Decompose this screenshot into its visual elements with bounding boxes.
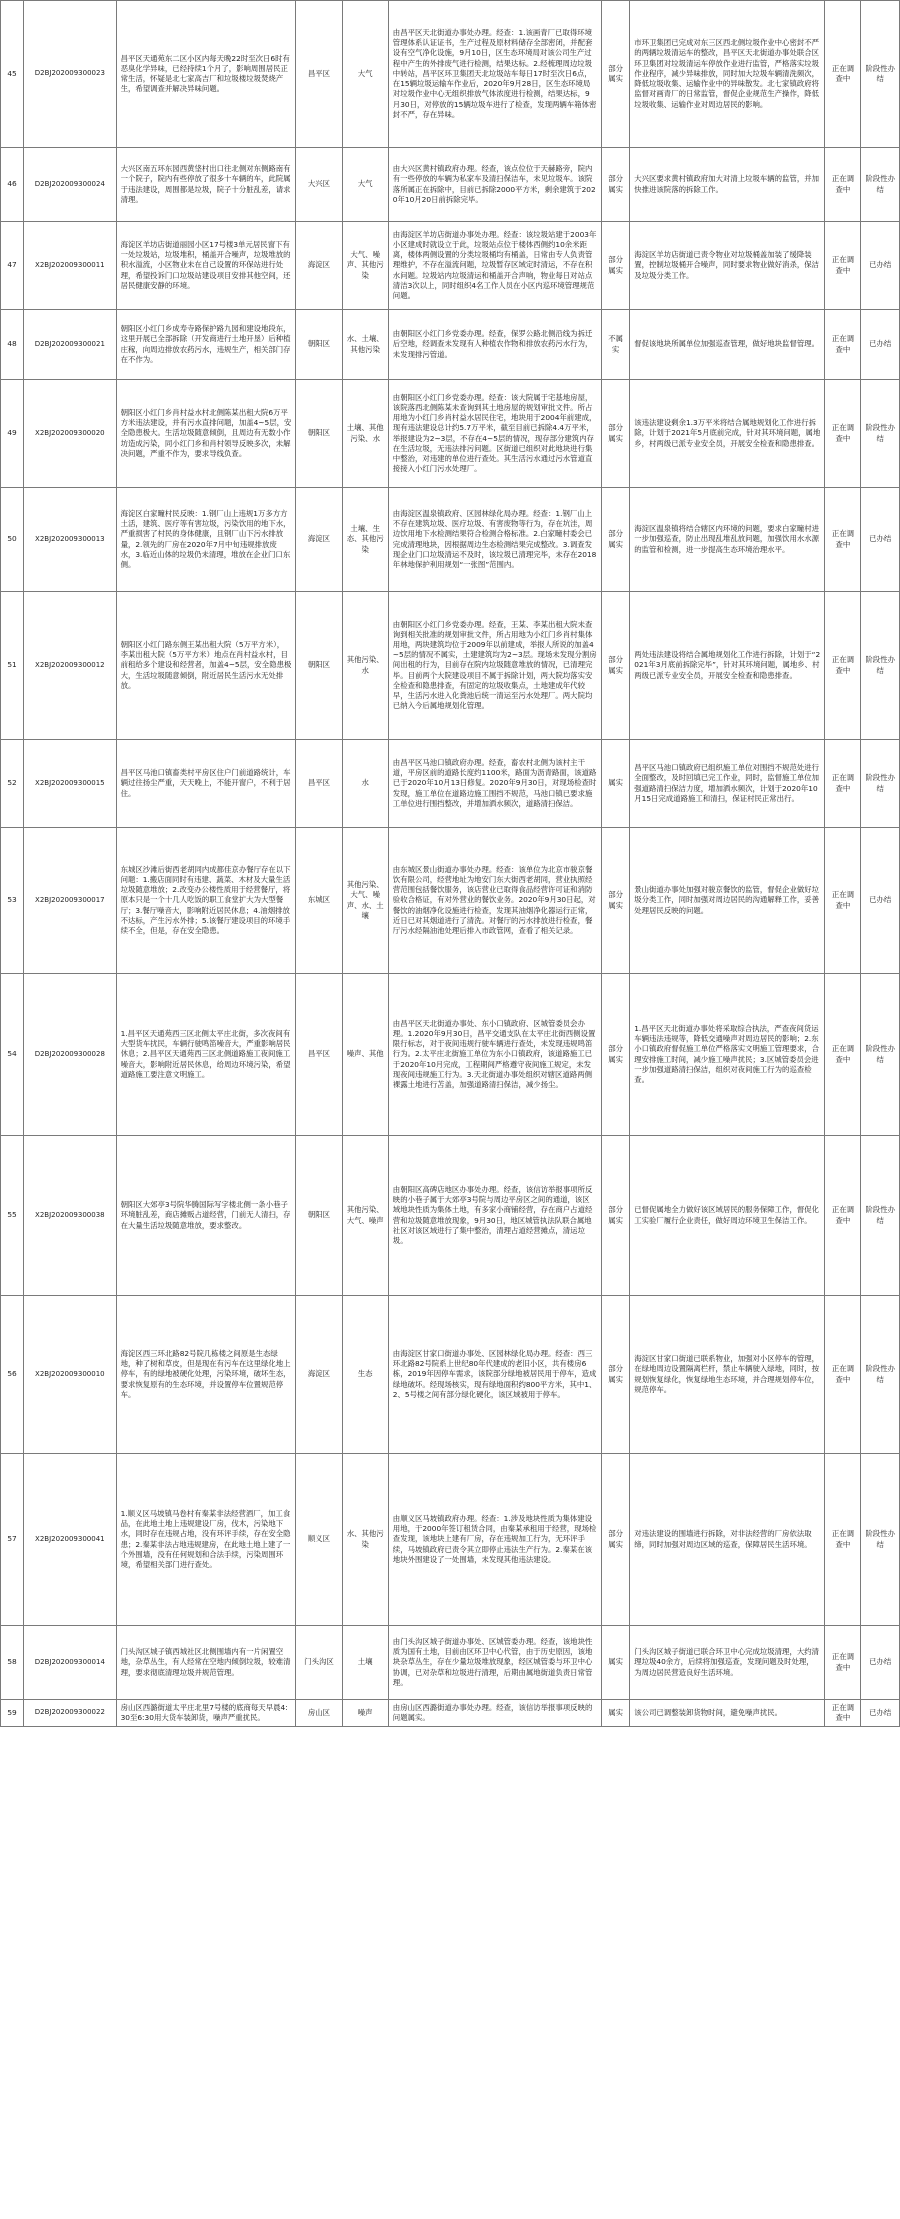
cell-measures: 市环卫集团已完成对东三区西北侧垃圾作业中心密封不严的两辆垃圾清运车的整改，昌平区天北街道办事处联合区环卫集团对垃圾清运车停放作业进行监管，严格落实垃圾作业程序，减少异味排放，同时加大垃圾车辆清洗频次，降低垃圾收集、运输作业中的异味散发。北七家镇政府将监督对画青厂的日常监管，督促企业规范生产操作，降低垃圾收集、运输作业对周边居民的影响。 [630, 1, 825, 148]
cell-area: 朝阳区 [296, 592, 342, 740]
cell-type: 大气 [342, 148, 388, 222]
cell-pollution: 海淀区白家疃村民反映：1.钢厂山上违规1万多方方土活，建筑、医疗等有害垃圾，污染饮用的地下水，严重损害了村民的身体健康，且钢厂山下污水排放量，2.领先的厂房在2020年7月中旬违规排放废水，3.临近山体的垃圾仍未清理，堆放在企业门口东侧。 [116, 488, 296, 592]
cell-status: 正在调查中 [825, 488, 861, 592]
cell-code: D2BJ202009300023 [24, 1, 116, 148]
cell-result: 阶段性办结 [861, 1454, 900, 1626]
cell-verdict: 属实 [601, 1700, 629, 1727]
table-row [1, 1700, 900, 1727]
cell-code: X2BJ202009300013 [24, 488, 116, 592]
cell-findings: 由房山区西潞街道办事处办理。经查，该信访举报事项反映的问题属实。 [388, 1700, 601, 1727]
cell-code: D2BJ202009300021 [24, 310, 116, 380]
cell-code: X2BJ202009300010 [24, 1296, 116, 1454]
table-row [1, 1454, 900, 1626]
cell-pollution: 房山区西潞街道太平庄北里7号楼的底商每天早晨4:30至6:30用大货车装卸货，噪声严重扰民。 [116, 1700, 296, 1727]
cell-code: D2BJ202009300024 [24, 148, 116, 222]
cell-verdict: 部分属实 [601, 1296, 629, 1454]
cell-code: X2BJ202009300015 [24, 740, 116, 828]
cell-status: 正在调查中 [825, 1296, 861, 1454]
cell-no: 54 [1, 974, 24, 1136]
cell-code: D2BJ202009300028 [24, 974, 116, 1136]
cell-findings: 由朝阳区小红门乡党委办理。经查：该大院属于宅基地房屋，该院落西北侧陈某未查询到其土地房屋的规划审批文件。所占用地为小红门乡肖村益水居民住宅，地块用于2004年前建成，现有违法建设总计约5.7万平米，截至目前已拆除4.4万平米，举报建设为2~3层，不存在4~5层的情况，现存部分建筑内存在生活垃圾，无违法排污问题。区街道已组织对此地块进行集中整治，对违建的单位进行查处。其生活污水通过污水管道直接接入小红门污水处理厂。 [388, 380, 601, 488]
cell-pollution: 大兴区南五环东园西黄垡村出口往北侧对东侧路南有一个院子，院内有些停放了很多十车辆的车，此院属于违法建设，周围都是垃圾，院子十分脏乱差，请求清理。 [116, 148, 296, 222]
table-row [1, 592, 900, 740]
table-row [1, 1626, 900, 1700]
cell-findings: 由朝阳区小红门乡党委办理。经查，王某、李某出租大院未查询到相关批准的规划审批文件，所占用地为小红门乡肖村集体用地，两块建筑均位于2009年以前建成，举报人所说的加盖4~5层的情况不属实，土建建筑均为2~3层。现场未发现分割房间出租的行为，目前存在院内垃圾随意堆放的情况，已清理完毕。目前两个大院建设项目不属于拆除计划，两大院均落实安全检查和隐患排查，有固定的垃圾收集点，土地建成年代较早，生活污水进入化粪池后统一清运至污水处理厂。两大院均已纳入今后属地规划化管理。 [388, 592, 601, 740]
table-row [1, 1136, 900, 1296]
table-row [1, 740, 900, 828]
cell-measures: 已督促属地全力做好该区域居民的服务保障工作，督促化工实验厂履行企业责任，做好周边环境卫生保洁工作。 [630, 1136, 825, 1296]
table-row [1, 380, 900, 488]
cell-no: 57 [1, 1454, 24, 1626]
cell-type: 土壤 [342, 1626, 388, 1700]
cell-no: 48 [1, 310, 24, 380]
cell-measures: 督促该地块所属单位加强巡查管理，做好地块监督管理。 [630, 310, 825, 380]
cell-area: 房山区 [296, 1700, 342, 1727]
cell-no: 56 [1, 1296, 24, 1454]
cell-pollution: 1.顺义区马坡镇马卷村有秦某非法经营酒厂，加工食品，在此地土地上违规建设厂房，伐木，污染地下水，同时存在违规占地，没有环评手续，存在安全隐患；2.秦某非法占地违规建房，在此地土地上建了一个外围墙，没有任何规划和合法手续，污染周围环境，希望相关部门进行查处。 [116, 1454, 296, 1626]
cell-measures: 海淀区温泉镇将结合辖区内环境的问题，要求白家疃村进一步加强巡查，防止出现乱堆乱放问题，加强饮用水水源的监管和检测，进一步提高生态环境治理水平。 [630, 488, 825, 592]
cell-measures: 昌平区马池口镇政府已组织施工单位对围挡不规范处进行全面整改，及时回填已完工作业，同时，监督施工单位加强道路清扫保洁力度，增加洒水频次，计划于2020年10月15日完成道路施工和清扫，保证村民正常出行。 [630, 740, 825, 828]
cell-pollution: 东城区沙滩后街西老胡同内成都佳京办餐厅存在以下问题：1.搬店面同时有违建、蔬菜、木材及大量生活垃圾随意堆放；2.改变办公楼性质用于经营餐厅，将原本只是一个十几人吃饭的职工食堂扩大为大型餐厅；3.餐厅噪音大，影响附近居民休息；4.油烟排放不达标，产生污水外排；5.该餐厅建设项目的环境手续不全，但是，存在安全隐患。 [116, 828, 296, 974]
cell-area: 昌平区 [296, 1, 342, 148]
cell-no: 51 [1, 592, 24, 740]
cell-type: 大气 [342, 1, 388, 148]
cell-verdict: 部分属实 [601, 1136, 629, 1296]
cell-area: 东城区 [296, 828, 342, 974]
cell-status: 正在调查中 [825, 592, 861, 740]
cell-result: 已办结 [861, 1626, 900, 1700]
cell-findings: 由昌平区天北街道办事处、东小口镇政府、区城管委员会办理。1.2020年9月30日，昌平交通支队在太平庄北街西侧设置限行标志，对于夜间违规行驶车辆进行查处，未发现违规鸣笛行为。2.太平庄北街施工单位为东小口镇政府，该道路施工已于2020年10月完成，工程期间严格遵守夜间施工规定，未发现夜间违规施工行为。3.天北街道办事处组织对辖区道路两侧裸露土地进行苫盖，加强道路清扫保洁，减少扬尘。 [388, 974, 601, 1136]
cell-type: 水、其他污染 [342, 1454, 388, 1626]
cell-verdict: 部分属实 [601, 1, 629, 148]
cell-type: 土壤、其他污染、水 [342, 380, 388, 488]
cell-pollution: 1.昌平区天通苑西三区北侧太平庄北街，多次夜间有大型货车扰民，车辆行驶鸣笛噪音大，严重影响居民休息；2.昌平区天通苑西三区北侧道路施工夜间施工噪音大，影响附近居民休息，给周边环境污染，希望道路施工要注意文明施工。 [116, 974, 296, 1136]
cell-status: 正在调查中 [825, 828, 861, 974]
cell-pollution: 海淀区羊坊店街道丽园小区17号楼3单元居民窗下有一处垃圾站，垃圾堆积，桶盖开合噪声，垃圾堆放的积水溢流，小区物业未在自己设置的环保站进行处理，希望投诉门口垃圾站建设项目安排其他空间，还居民健康安静的环境。 [116, 222, 296, 310]
cell-verdict: 部分属实 [601, 222, 629, 310]
cell-findings: 由海淀区温泉镇政府、区园林绿化局办理。经查：1.钢厂山上不存在建筑垃圾、医疗垃圾、有害废物等行为，存在坑洼，周边饮用地下水检测结果符合检测合格标准。2.白家疃村委会已完成清理地块，因根据周边生态检测结果完成整改。3.调查发现企业门口垃圾清运不及时，该垃圾已清理完毕，未存在2018年林地保护利用规划“一张图”范围内。 [388, 488, 601, 592]
cell-verdict: 不属实 [601, 310, 629, 380]
cell-measures: 该公司已调整装卸货物时间，避免噪声扰民。 [630, 1700, 825, 1727]
cell-code: X2BJ202009300038 [24, 1136, 116, 1296]
cell-result: 阶段性办结 [861, 1136, 900, 1296]
table-row [1, 974, 900, 1136]
table-row [1, 222, 900, 310]
table-row [1, 310, 900, 380]
cell-result: 阶段性办结 [861, 592, 900, 740]
cell-type: 大气、噪声、其他污染 [342, 222, 388, 310]
table-row [1, 1296, 900, 1454]
cell-no: 49 [1, 380, 24, 488]
cell-verdict: 部分属实 [601, 592, 629, 740]
cell-code: D2BJ202009300014 [24, 1626, 116, 1700]
cell-result: 已办结 [861, 310, 900, 380]
cell-no: 45 [1, 1, 24, 148]
cell-no: 55 [1, 1136, 24, 1296]
cell-measures: 1.昌平区天北街道办事处将采取综合执法，严查夜间货运车辆违法违规等，降低交通噪声对周边居民的影响；2.东小口镇政府督促施工单位严格落实文明施工管理要求，合理安排施工时间，减少施工噪声扰民；3.区城管委员会进一步加强道路清扫保洁，组织对夜间施工行为的巡查检查。 [630, 974, 825, 1136]
cell-no: 47 [1, 222, 24, 310]
cell-type: 其他污染、大气、噪声、水、土壤 [342, 828, 388, 974]
cell-type: 噪声、其他 [342, 974, 388, 1136]
cell-no: 46 [1, 148, 24, 222]
cell-type: 其他污染、大气、噪声 [342, 1136, 388, 1296]
table-row [1, 828, 900, 974]
cell-pollution: 朝阳区大郊亭3号院华腾国际写字楼北侧一条小巷子环境脏乱差，商店摊贩占道经营，门前无人清扫，存在大量生活垃圾随意堆放，要求整改。 [116, 1136, 296, 1296]
cell-status: 正在调查中 [825, 1454, 861, 1626]
cell-measures: 景山街道办事处加强对骏京餐饮的监管，督促企业做好垃圾分类工作，同时加强对周边居民的沟通解释工作，妥善处理居民反映的问题。 [630, 828, 825, 974]
cell-verdict: 部分属实 [601, 1454, 629, 1626]
cell-no: 58 [1, 1626, 24, 1700]
table-row [1, 488, 900, 592]
cell-code: X2BJ202009300020 [24, 380, 116, 488]
cell-result: 阶段性办结 [861, 380, 900, 488]
cell-result: 阶段性办结 [861, 740, 900, 828]
cell-area: 顺义区 [296, 1454, 342, 1626]
cell-pollution: 朝阳区小红门乡成寿寺路保护路九园和建设地段东，这里开展已全部拆除（开发商进行土地开垦）后种植庄稼，向周边排放农药污水，违规生产，相关部门存在不作为。 [116, 310, 296, 380]
cell-no: 59 [1, 1700, 24, 1727]
cell-no: 53 [1, 828, 24, 974]
cell-type: 噪声 [342, 1700, 388, 1727]
cell-result: 已办结 [861, 222, 900, 310]
cell-result: 已办结 [861, 488, 900, 592]
cell-findings: 由顺义区马坡镇政府办理。经查：1.涉及地块性质为集体建设用地，于2000年签订租赁合同，由秦某承租用于经营，现场检查发现，该地块上建有厂房，存在违规加工行为，无环评手续，马坡镇政府已责令其立即停止违法生产行为。2.秦某在该地块外围建设了一处围墙，未发现其他违法建设。 [388, 1454, 601, 1626]
cell-status: 正在调查中 [825, 222, 861, 310]
cell-findings: 由朝阳区小红门乡党委办理。经查，保罗公路北侧沿线为拆迁后空地，经调查未发现有人种植农作物和排放农药污水行为，未发现排污管道。 [388, 310, 601, 380]
cell-measures: 两处违法建设将结合属地规划化工作进行拆除，计划于“2021年3月底前拆除完毕”，针对其环境问题，属地乡、村两级已派专业安全员，开展安全检查和隐患排查。 [630, 592, 825, 740]
cell-area: 大兴区 [296, 148, 342, 222]
cell-measures: 该违法建设剩余1.3万平米将结合属地规划化工作进行拆除，计划于2021年5月底前完成，针对其环境问题，属地乡，村两级已派专业安全员，开展安全检查和隐患排查。 [630, 380, 825, 488]
cell-findings: 由门头沟区城子街道办事处、区城管委办理。经查，该地块性质为国有土地，目前由区环卫中心代管，由于历史原因，该地块杂草丛生，存在少量垃圾堆放现象，经区城管委与环卫中心协调，已对杂草和垃圾进行清理，后期由属地街道负责日常管理。 [388, 1626, 601, 1700]
cell-type: 水、土壤、其他污染 [342, 310, 388, 380]
cell-result: 已办结 [861, 1700, 900, 1727]
cell-area: 朝阳区 [296, 380, 342, 488]
cell-type: 其他污染、水 [342, 592, 388, 740]
cell-pollution: 海淀区西三环北路82号院几栋楼之间原是生态绿地，种了树和草皮，但是现在有污车在这里绿化地上停车，有的绿地被硬化处理，污染环境，破坏生态，要求恢复原有的生态环境，并设置停车位置规范停车。 [116, 1296, 296, 1454]
cell-area: 海淀区 [296, 1296, 342, 1454]
cell-measures: 对违法建设的围墙进行拆除，对非法经营的厂房依法取缔，同时加强对周边区域的巡查，保障居民生活环境。 [630, 1454, 825, 1626]
cell-verdict: 属实 [601, 740, 629, 828]
cell-type: 水 [342, 740, 388, 828]
cell-code: X2BJ202009300041 [24, 1454, 116, 1626]
cell-no: 52 [1, 740, 24, 828]
cell-findings: 由海淀区羊坊店街道办事处办理。经查：该垃圾站建于2003年小区建成时就设立于此，垃圾站点位于楼体西侧约10余米距离，楼体两侧设置的分类垃圾桶均有桶盖，日常由专人负责管理维护，不存在溢流问题，垃圾暂存区域定时清运，不存在积水问题。垃圾站内垃圾清运和桶盖开合声响，物业每日对站点清洁3次以上，同时组织4名工作人员在小区内巡环境管理规范问题。 [388, 222, 601, 310]
table-row [1, 1, 900, 148]
cell-code: X2BJ202009300011 [24, 222, 116, 310]
cell-status: 正在调查中 [825, 310, 861, 380]
cell-area: 海淀区 [296, 488, 342, 592]
cell-pollution: 昌平区天通苑东二区小区内每天晚22时至次日6时有恶臭化学异味，已经持续1个月了，影响周围居民正常生活，怀疑是北七家高吉厂和垃圾楼垃圾焚烧产生，希望调查并解决异味问题。 [116, 1, 296, 148]
cell-status: 正在调查中 [825, 380, 861, 488]
cell-area: 门头沟区 [296, 1626, 342, 1700]
cell-status: 正在调查中 [825, 1700, 861, 1727]
cell-findings: 由昌平区马池口镇政府办理。经查，畜农村北侧为该村主干道，平房区前的道路长度约1100米，路面为沥青路面，该道路已于2020年10月13日修复。2020年9月30日，对现场检查时发现，施工单位在道路边施工围挡不规范，马池口镇已要求施工单位进行围挡整改，并增加洒水频次，道路清扫保洁。 [388, 740, 601, 828]
cell-result: 已办结 [861, 828, 900, 974]
cell-area: 朝阳区 [296, 310, 342, 380]
cell-result: 阶段性办结 [861, 974, 900, 1136]
cell-no: 50 [1, 488, 24, 592]
cell-findings: 由大兴区黄村镇政府办理。经查，该点位位于天赫路旁，院内有一些停放的车辆为私家车及清扫保洁车，未见垃圾车。该院落所属正在拆除中，目前已拆除2000平方米，剩余建筑于2020年10月20日前拆除完毕。 [388, 148, 601, 222]
cell-area: 昌平区 [296, 974, 342, 1136]
cell-verdict: 部分属实 [601, 828, 629, 974]
cell-area: 昌平区 [296, 740, 342, 828]
cell-verdict: 部分属实 [601, 974, 629, 1136]
cell-status: 正在调查中 [825, 148, 861, 222]
cell-result: 阶段性办结 [861, 148, 900, 222]
cell-verdict: 部分属实 [601, 380, 629, 488]
cell-status: 正在调查中 [825, 1626, 861, 1700]
cell-status: 正在调查中 [825, 740, 861, 828]
cell-measures: 门头沟区城子街道已联合环卫中心完成垃圾清理，大约清理垃圾40余方，后续将加强巡查，发现问题及时处理，为周边居民营造良好生活环境。 [630, 1626, 825, 1700]
cell-code: D2BJ202009300022 [24, 1700, 116, 1727]
cell-verdict: 部分属实 [601, 148, 629, 222]
cell-result: 阶段性办结 [861, 1, 900, 148]
cell-pollution: 昌平区马池口镇畜类村平房区住户门前道路统计，车辆过往扬尘严重，天天晚上，不能开窗户，不利于居住。 [116, 740, 296, 828]
cell-pollution: 门头沟区城子镇西城社区北侧围墙内有一片闲置空地，杂草丛生，有人经常在空地内倾倒垃圾，较难清理，要求彻底清理垃圾并规范管理。 [116, 1626, 296, 1700]
cell-status: 正在调查中 [825, 1136, 861, 1296]
cell-pollution: 朝阳区小红门乡肖村益水村北侧陈某出租大院6万平方米违法建设，并有污水直排问题，加盖4~5层，安全隐患极大。生活垃圾随意倾倒，且周边有无数小作坊造成污染，同小红门乡和肖村领导反映多次，未解决问题，严重不作为，要求导线负查。 [116, 380, 296, 488]
cell-status: 正在调查中 [825, 974, 861, 1136]
cell-status: 正在调查中 [825, 1, 861, 148]
table-row [1, 148, 900, 222]
cell-area: 朝阳区 [296, 1136, 342, 1296]
cell-area: 海淀区 [296, 222, 342, 310]
cell-verdict: 部分属实 [601, 488, 629, 592]
cell-code: X2BJ202009300012 [24, 592, 116, 740]
cell-code: X2BJ202009300017 [24, 828, 116, 974]
cell-measures: 大兴区要求黄村镇政府加大对清上垃圾车辆的监管，并加快推进该院落的拆除工作。 [630, 148, 825, 222]
cell-measures: 海淀区羊坊店街道已责令物业对垃圾桶盖加装了缓降装置，控制垃圾桶开合噪声，同时要求物业做好消杀，保洁及垃圾分类工作。 [630, 222, 825, 310]
cell-measures: 海淀区甘家口街道已联系物业，加强对小区停车的管理，在绿地周边设置隔离栏杆，禁止车辆驶入绿地，同时，按规划恢复绿化，恢复绿地生态环境，并合理规划停车位，规范停车。 [630, 1296, 825, 1454]
cell-verdict: 属实 [601, 1626, 629, 1700]
cell-findings: 由昌平区天北街道办事处办理。经查：1.该画青厂已取得环境管理体系认证证书，生产过程及原材料储存全部密闭，并配套设有空气净化设施，9月10日，区生态环境局对该公司生产过程中产生的外排废气进行检测，结果达标。2.经梳理周边垃圾中转站，昌平区环卫集团天北垃圾站车每日17时至次日6点，在15辆垃圾运输车作业后，2020年9月28日，区生态环境局对垃圾作业中心无组织排放气体浓度进行检测，结果达标，9月30日，对停放的15辆垃圾车进行了检查，发现两辆车箱体密封不严，存在异味。 [388, 1, 601, 148]
cell-pollution: 朝阳区小红门路东侧王某出租大院（5万平方米），李某出租大院（5万平方米）地点在肖村益水村，目前租给多个建设和经营者，加盖4~5层，安全隐患极大，生活垃圾随意倾倒，附近居民生活污水无处排放。 [116, 592, 296, 740]
cell-result: 阶段性办结 [861, 1296, 900, 1454]
cell-findings: 由东城区景山街道办事处办理。经查：该单位为北京市骏京餐饮有限公司，经营地址为地安门东大街西老胡同，营业执照经营范围包括餐饮服务，该店营业已取得食品经营许可证和消防验收合格证，有对外营业的餐饮业务。2020年9月30日起，对餐饮的油烟净化设施进行检查，发现其油烟净化器运行正常，近日已对其烟道进行了清洗。对餐厅的污水排放进行检查，餐厅污水经隔油池处理后排入市政管网，查看了相关记录。 [388, 828, 601, 974]
cell-type: 土壤、生态、其他污染 [342, 488, 388, 592]
cell-findings: 由海淀区甘家口街道办事处、区园林绿化局办理。经查：西三环北路82号院系上世纪80年代建成的老旧小区，共有楼房6栋，2019年因停车需求，该院部分绿地被居民用于停车，造成绿地破坏。经现场核实，现有绿地面积约800平方米，其中1、2、5号楼之间有部分绿化硬化，该区域被用于停车。 [388, 1296, 601, 1454]
cell-findings: 由朝阳区高碑店地区办事处办理。经查，该信访举报事项所反映的小巷子属于大郊亭3号院与周边平房区之间的通道，该区域地块性质为集体土地，有多家小商铺经营，存在商户占道经营和垃圾随意堆放现象，9月30日，地区城管执法队联合属地社区对该区域进行了集中整治，清理占道经营摊点，清运垃圾。 [388, 1136, 601, 1296]
cell-type: 生态 [342, 1296, 388, 1454]
